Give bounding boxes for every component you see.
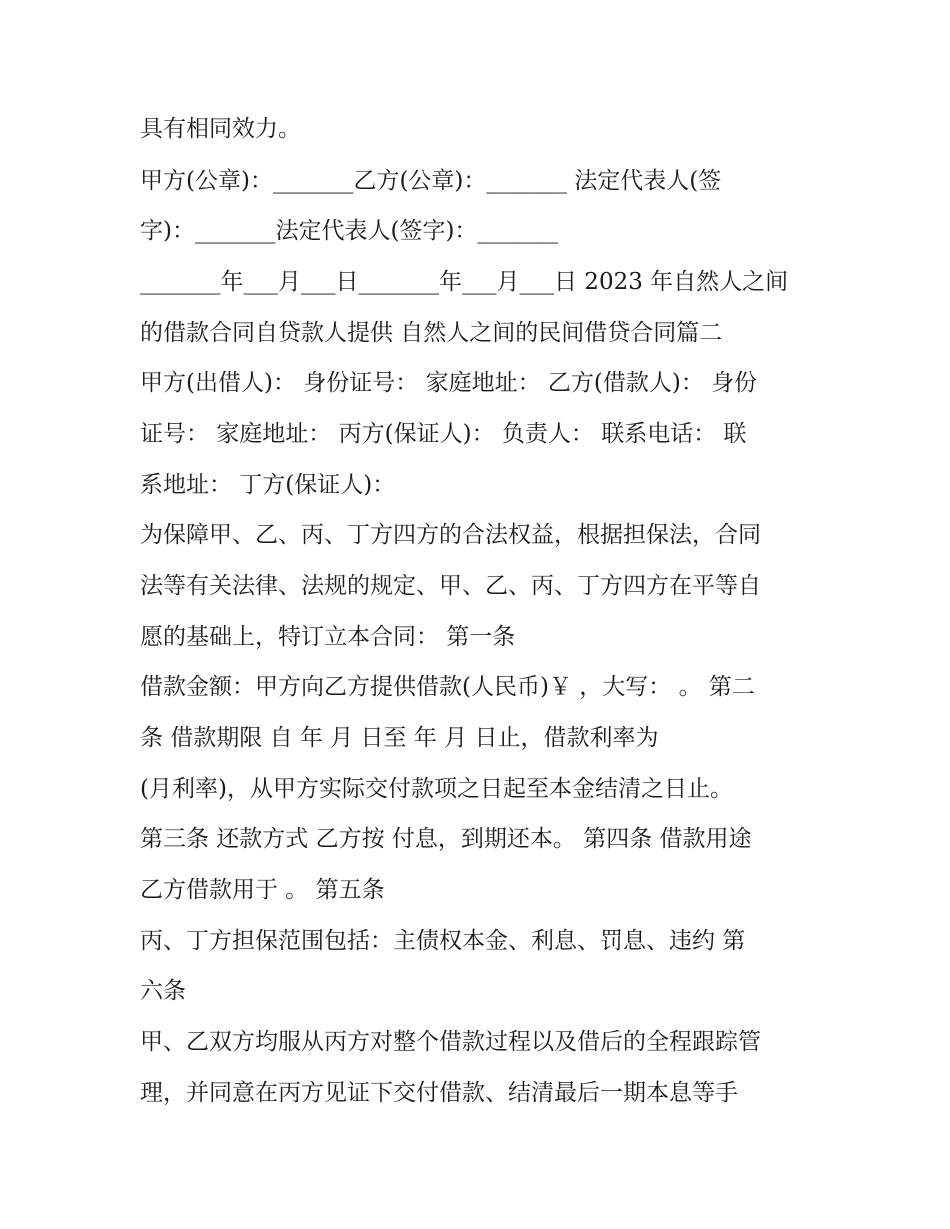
text-line: 系地址： 丁方(保证人)：	[140, 472, 396, 498]
text-line: 丙、丁方担保范围包括：主债权本金、利息、罚息、违约 第	[140, 928, 746, 954]
text-line: 乙方借款用于 。 第五条	[140, 877, 385, 903]
text-line: 的借款合同自贷款人提供 自然人之间的民间借贷合同篇二	[140, 320, 723, 346]
text-line: 理，并同意在丙方见证下交付借款、结清最后一期本息等手	[140, 1080, 738, 1106]
text-line: 甲方(公章)：_______乙方(公章)：_______ 法定代表人(签	[140, 168, 722, 194]
text-line: 条 借款期限 自 年 月 日至 年 月 日止，借款利率为	[140, 725, 659, 751]
text-line: 甲方(出借人)： 身份证号： 家庭地址： 乙方(借款人)： 身份	[140, 370, 758, 396]
text-line: 愿的基础上，特订立本合同： 第一条	[140, 624, 516, 650]
text-line: _______年___月___日_______年___月___日 2023 年自然人之间	[140, 269, 789, 295]
text-line: 甲、乙双方均服从丙方对整个借款过程以及借后的全程跟踪管	[140, 1029, 761, 1055]
text-line: 为保障甲、乙、丙、丁方四方的合法权益，根据担保法，合同	[140, 522, 761, 548]
text-line: 法等有关法律、法规的规定、甲、乙、丙、丁方四方在平等自	[140, 573, 761, 599]
text-line: 第三条 还款方式 乙方按 付息，到期还本。 第四条 借款用途	[140, 826, 752, 852]
text-line: 借款金额：甲方向乙方提供借款(人民币)￥ ，大写： 。 第二	[140, 674, 755, 700]
text-line: 六条	[140, 978, 186, 1004]
text-line: (月利率)，从甲方实际交付款项之日起至本金结清之日止。	[140, 776, 733, 802]
text-line: 证号： 家庭地址： 丙方(保证人)： 负责人： 联系电话： 联	[140, 421, 747, 447]
text-line: 具有相同效力。	[140, 116, 301, 142]
text-line: 字)：_______法定代表人(签字)：_______	[140, 218, 558, 244]
